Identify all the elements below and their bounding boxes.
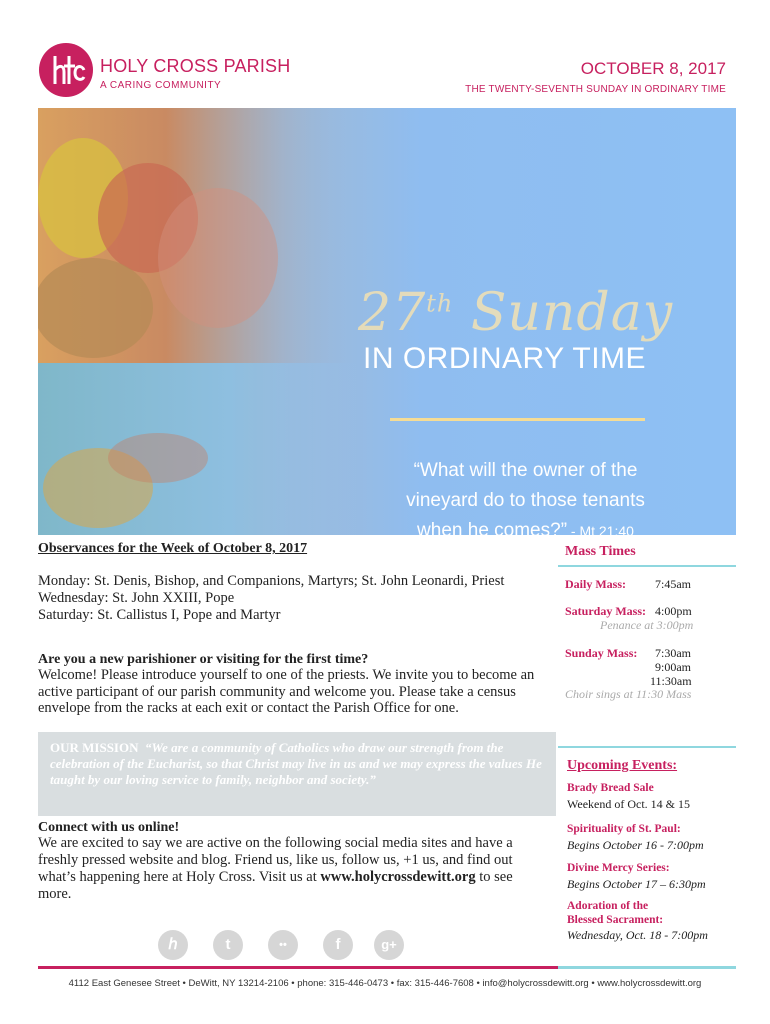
connect-title: Connect with us online! bbox=[38, 820, 180, 835]
website-link[interactable]: www.holycrossdewitt.org bbox=[320, 869, 476, 885]
footer-divider-pink bbox=[38, 966, 558, 969]
bulletin-date: OCTOBER 8, 2017 bbox=[580, 59, 726, 78]
saturday-mass-time: 4:00pm bbox=[655, 604, 692, 618]
observance-item: Wednesday: St. John XXIII, Pope bbox=[38, 590, 235, 606]
flickr-icon[interactable]: •• bbox=[268, 930, 298, 960]
saturday-mass-note: Penance at 3:00pm bbox=[600, 618, 694, 632]
hero-quote: “What will the owner of the vineyard do to those tenants when he comes?” - Mt 21:40 bbox=[368, 456, 683, 535]
event-name: Adoration of the bbox=[567, 900, 649, 912]
facebook-icon[interactable]: f bbox=[323, 930, 353, 960]
quote-citation: - Mt 21:40 bbox=[567, 523, 634, 535]
hero-title: IN ORDINARY TIME bbox=[363, 342, 647, 375]
events-title: Upcoming Events: bbox=[567, 758, 678, 773]
observance-item: Saturday: St. Callistus I, Pope and Martyr bbox=[38, 607, 281, 623]
event-name: Divine Mercy Series: bbox=[567, 862, 670, 874]
hero-banner bbox=[38, 108, 736, 535]
sunday-mass-time: 11:30am bbox=[650, 674, 692, 688]
sunday-mass-note: Choir sings at 11:30 Mass bbox=[565, 687, 692, 701]
event-name: Brady Bread Sale bbox=[567, 782, 654, 794]
footer-contact: 4112 East Genesee Street • DeWitt, NY 13214-2106 • phone: 315-446-0473 • fax: 315-446-7608 • info@holycrossdewitt.org • www.holycrossdewitt.org bbox=[68, 978, 702, 989]
event-when: Begins October 17 – 6:30pm bbox=[567, 877, 706, 891]
parish-logo bbox=[38, 42, 94, 98]
google-plus-icon[interactable]: g+ bbox=[374, 930, 404, 960]
holy-cross-icon[interactable]: ℎ bbox=[158, 930, 188, 960]
mass-times-divider bbox=[558, 565, 736, 567]
daily-mass-time: 7:45am bbox=[655, 577, 691, 591]
hero-divider bbox=[390, 418, 645, 421]
parish-tagline: A CARING COMMUNITY bbox=[100, 80, 222, 91]
event-when: Weekend of Oct. 14 & 15 bbox=[567, 797, 690, 811]
daily-mass-label: Daily Mass: bbox=[565, 577, 626, 591]
footer-divider-teal bbox=[558, 966, 736, 969]
autumn-lake-image bbox=[38, 108, 358, 535]
sunday-mass-label: Sunday Mass: bbox=[565, 646, 638, 660]
event-when: Wednesday, Oct. 18 - 7:00pm bbox=[567, 928, 708, 942]
sunday-mass-time: 9:00am bbox=[655, 660, 691, 674]
event-name: Blessed Sacrament: bbox=[567, 914, 664, 926]
sunday-mass-time: 7:30am bbox=[655, 646, 691, 660]
observance-item: Monday: St. Denis, Bishop, and Companions, Martyrs; St. John Leonardi, Priest bbox=[38, 573, 505, 589]
mission-box bbox=[38, 732, 556, 816]
mission-label: OUR MISSION bbox=[50, 740, 139, 755]
twitter-icon[interactable]: t bbox=[213, 930, 243, 960]
mission-statement: “We are a community of Catholics who draw our strength from the celebration of the Eucharist, so that Christ may live in us and we may express the values He taught by our loving service to family, neighbor and society.” bbox=[50, 740, 542, 787]
event-name: Spirituality of St. Paul: bbox=[567, 823, 681, 835]
hero-script-title: 27th Sunday bbox=[358, 283, 674, 343]
new-parishioner-body: Welcome! Please introduce yourself to one of the priests. We invite you to become an active participant of our parish community and welcome you. Please take a census envelope from the racks at each exit or contact the Parish Office for one. bbox=[38, 667, 535, 716]
events-divider bbox=[558, 746, 736, 748]
connect-body: We are excited to say we are active on the following social media sites and have a freshly pressed website and blog. Friend us, like us, follow us, +1 us, and find out what’s happening here at Holy Cross. Visit us at www.holycrossdewitt.org to see more. bbox=[38, 835, 513, 902]
parish-name: HOLY CROSS PARISH bbox=[100, 56, 291, 76]
saturday-mass-label: Saturday Mass: bbox=[565, 604, 647, 618]
observances-title: Observances for the Week of October 8, 2017 bbox=[38, 541, 308, 556]
event-when: Begins October 16 - 7:00pm bbox=[567, 838, 704, 852]
liturgical-day: THE TWENTY-SEVENTH SUNDAY IN ORDINARY TIME bbox=[465, 84, 726, 95]
mass-times-title: Mass Times bbox=[565, 544, 636, 559]
new-parishioner-title: Are you a new parishioner or visiting for the first time? bbox=[38, 652, 369, 667]
